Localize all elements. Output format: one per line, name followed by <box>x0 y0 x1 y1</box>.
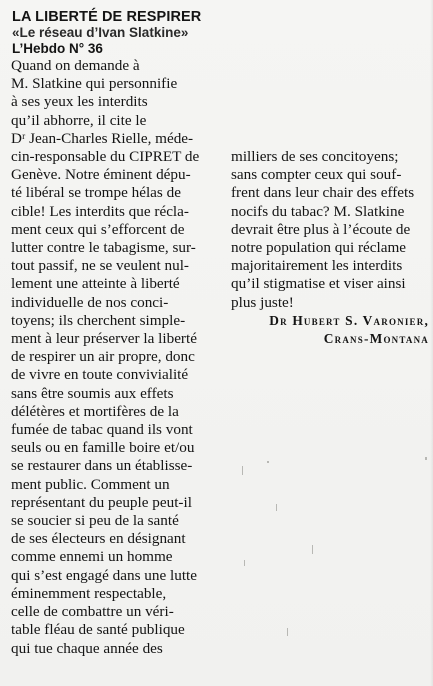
text-line: Dʳ Jean-Charles Rielle, méde- <box>11 129 194 147</box>
text-line: ment ceux qui s’efforcent de <box>11 220 185 238</box>
headline: LA LIBERTÉ DE RESPIRER <box>12 9 202 25</box>
text-line: tout passif, ne se veulent nul- <box>11 257 189 275</box>
text-line: sans compter ceux qui souf- <box>231 166 402 184</box>
speck <box>312 545 313 554</box>
text-line: de vivre en toute convivialité <box>11 366 189 384</box>
signature-location: Crans-Montana <box>323 331 429 347</box>
text-line: seuls ou en famille boire et/ou <box>11 439 195 457</box>
subheadline: «Le réseau d’Ivan Slatkine» <box>12 25 189 40</box>
text-line: à ses yeux les interdits <box>11 93 148 111</box>
speck <box>287 628 288 636</box>
text-line: table fléau de santé publique <box>11 621 185 639</box>
text-line: qu’il stigmatise et viser ainsi <box>231 275 406 293</box>
text-line: toyens; ils cherchent simple- <box>11 311 186 329</box>
text-line: cin-responsable du CIPRET de <box>11 148 200 166</box>
text-line: Genève. Notre éminent dépu- <box>11 166 191 184</box>
text-line: délétères et mortifères de la <box>11 402 179 420</box>
text-line: nocifs du tabac? M. Slatkine <box>231 202 405 220</box>
text-line: individuelle de nos conci- <box>11 293 169 311</box>
article-header <box>12 9 201 57</box>
speck <box>244 560 245 566</box>
left-column <box>11 57 221 658</box>
text-line: éminemment respectable, <box>11 584 167 602</box>
text-line: sans être soumis aux effets <box>11 384 174 402</box>
text-line: lutter contre le tabagisme, sur- <box>11 239 196 257</box>
source-reference: L’Hebdo N° 36 <box>12 41 103 56</box>
text-line: plus juste! <box>231 293 294 311</box>
text-line: qui tue chaque année des <box>11 639 163 657</box>
text-line: celle de combattre un véri- <box>11 603 174 621</box>
text-line: M. Slatkine qui personnifie <box>11 75 178 93</box>
text-line: Quand on demande à <box>11 57 140 74</box>
text-line: qui s’est engagé dans une lutte <box>11 566 197 584</box>
text-line: qu’il abhorre, il cite le <box>11 111 147 129</box>
signature-author: Dr Hubert S. Varonier, <box>269 313 429 328</box>
signature-block <box>269 312 429 348</box>
text-line: té libéral se trompe hélas de <box>11 184 181 202</box>
text-line: de ses électeurs en désignant <box>11 530 186 548</box>
text-line: ment public. Comment un <box>11 475 170 493</box>
text-line: cible! Les interdits que récla- <box>11 202 189 220</box>
speck <box>425 457 427 460</box>
text-line: notre population qui réclame <box>231 239 407 257</box>
text-line: se restaurer dans un établisse- <box>11 457 193 475</box>
right-column <box>231 148 431 312</box>
text-line: devrait être plus à l’écoute de <box>231 220 411 238</box>
speck <box>276 504 277 511</box>
text-line: milliers de ses concitoyens; <box>231 148 399 165</box>
text-line: frent dans leur chair des effets <box>231 184 415 202</box>
text-line: ment à leur préserver la liberté <box>11 330 197 348</box>
speck <box>242 466 243 475</box>
speck <box>267 461 269 463</box>
text-line: lement une atteinte à liberté <box>11 275 180 293</box>
text-line: comme ennemi un homme <box>11 548 173 566</box>
text-line: majoritairement les interdits <box>231 257 403 275</box>
text-line: se soucier si peu de la santé <box>11 512 179 530</box>
text-line: représentant du peuple peut-il <box>11 493 192 511</box>
text-line: de respirer un air propre, donc <box>11 348 195 366</box>
text-line: fumée de tabac quand ils vont <box>11 421 193 439</box>
